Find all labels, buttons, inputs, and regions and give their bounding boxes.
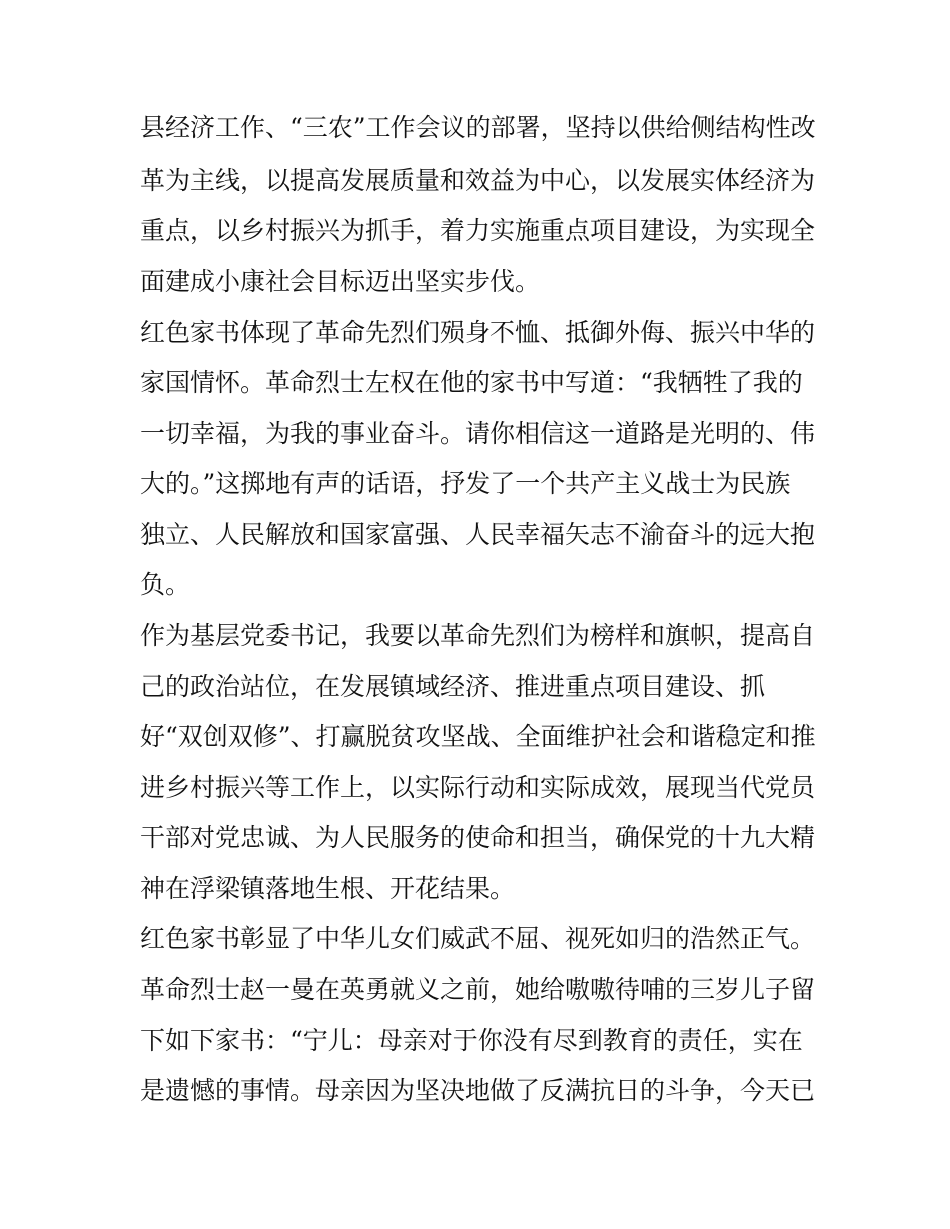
text-line-14: 进乡村振兴等工作上，以实际行动和实际成效，展现当代党员 [140,773,816,802]
text-line-4: 面建成小康社会目标迈出坚实步伐。 [140,267,541,296]
text-line-11: 作为基层党委书记，我要以革命先烈们为榜样和旗帜，提高自 [140,621,816,650]
text-line-13: 好“双创双修”、打赢脱贫攻坚战、全面维护社会和谐稳定和推 [140,722,816,751]
text-line-10: 负。 [140,570,191,599]
text-line-5: 红色家书体现了革命先烈们殒身不恤、抵御外侮、振兴中华的 [140,318,816,347]
text-line-16: 神在浮梁镇落地生根、开花结果。 [140,874,516,903]
text-line-19: 下如下家书：“宁儿：母亲对于你没有尽到教育的责任，实在 [140,1026,803,1055]
text-line-8: 大的。”这掷地有声的话语，抒发了一个共产主义战士为民族 [140,469,791,498]
text-line-2: 革为主线，以提高发展质量和效益为中心，以发展实体经济为 [140,166,816,195]
text-line-3: 重点，以乡村振兴为抓手，着力实施重点项目建设，为实现全 [140,216,816,245]
text-line-7: 一切幸福，为我的事业奋斗。请你相信这一道路是光明的、伟 [140,419,816,448]
text-line-15: 干部对党忠诚、为人民服务的使命和担当，确保党的十九大精 [140,823,816,852]
text-line-20: 是遗憾的事情。母亲因为坚决地做了反满抗日的斗争，今天已 [140,1076,816,1105]
text-line-1: 县经济工作、“三农”工作会议的部署，坚持以供给侧结构性改 [140,113,816,142]
text-line-17: 红色家书彰显了中华儿女们威武不屈、视死如归的浩然正气。 [140,924,816,953]
text-line-12: 己的政治站位，在发展镇域经济、推进重点项目建设、抓 [140,672,766,701]
text-line-6: 家国情怀。革命烈士左权在他的家书中写道：“我牺牲了我的 [140,368,803,397]
text-line-18: 革命烈士赵一曼在英勇就义之前，她给嗷嗷待哺的三岁儿子留 [140,975,816,1004]
text-line-9: 独立、人民解放和国家富强、人民幸福矢志不渝奋斗的远大抱 [140,520,816,549]
